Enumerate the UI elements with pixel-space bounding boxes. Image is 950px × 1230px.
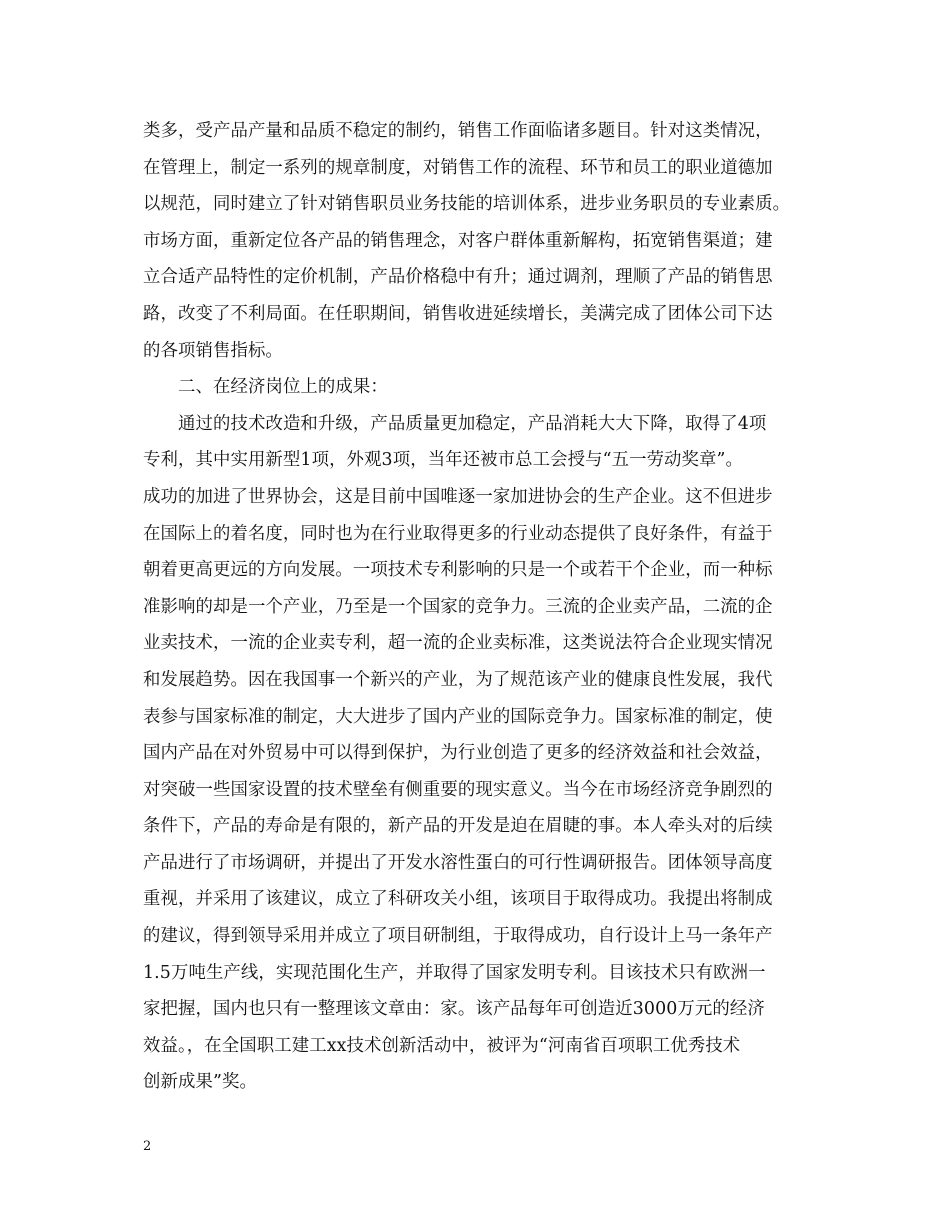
text-line: 准影响的却是一个产业，乃至是一个国家的竞争力。三流的企业卖产品，二流的企: [143, 596, 773, 617]
text-line: 在管理上，制定一系列的规章制度，对销售工作的流程、环节和员工的职业道德加: [143, 157, 773, 178]
text-line: 家把握，国内也只有一整理该文章由：家。该产品每年可创造近3000万元的经济: [143, 999, 765, 1020]
text-line: 表参与国家标准的制定，大大进步了国内产业的国际竞争力。国家标准的制定，使: [143, 706, 773, 727]
text-line: 创新成果”奖。: [143, 1072, 257, 1093]
page-number: 2: [143, 1139, 152, 1154]
text-line: 产品进行了市场调研，并提出了开发水溶性蛋白的可行性调研报告。团体领导高度: [143, 852, 773, 873]
text-line: 立合适产品特性的定价机制，产品价格稳中有升；通过调剂，理顺了产品的销售思: [143, 267, 773, 288]
text-line: 成功的加进了世界协会，这是目前中国唯逐一家加进协会的生产企业。这不但进步: [143, 486, 773, 507]
text-line: 专利，其中实用新型1项，外观3项，当年还被市总工会授与“五一劳动奖章”。: [143, 450, 744, 471]
text-line: 业卖技术，一流的企业卖专利，超一流的企业卖标准，这类说法符合企业现实情况: [143, 633, 773, 654]
text-line: 的建议，得到领导采用并成立了项目研制组，于取得成功，自行设计上马一条年产: [143, 926, 773, 947]
text-line: 在国际上的着名度，同时也为在行业取得更多的行业动态提供了良好条件，有益于: [143, 523, 773, 544]
text-line: 和发展趋势。因在我国事一个新兴的产业，为了规范该产业的健康良性发展，我代: [143, 669, 773, 690]
text-line: 二、在经济岗位上的成果：: [178, 377, 388, 398]
text-line: 1.5万吨生产线，实现范围化生产，并取得了国家发明专利。目该技术只有欧洲一: [143, 962, 766, 983]
text-line: 朝着更高更远的方向发展。一项技术专利影响的只是一个或若干个企业，而一种标: [143, 560, 773, 581]
text-line: 重视，并采用了该建议，成立了科研攻关小组，该项目于取得成功。我提出将制成: [143, 889, 773, 910]
document-body: [143, 113, 813, 1101]
text-line: 效益。，在全国职工建工xx技术创新活动中，被评为“河南省百项职工优秀技术: [143, 1035, 741, 1056]
text-line: 通过的技术改造和升级，产品质量更加稳定，产品消耗大大下降，取得了4项: [178, 413, 767, 434]
text-line: 国内产品在对外贸易中可以得到保护，为行业创造了更多的经济效益和社会效益，: [143, 743, 773, 764]
text-line: 对突破一些国家设置的技术壁垒有侧重要的现实意义。当今在市场经济竞争剧烈的: [143, 779, 773, 800]
text-line: 以规范，同时建立了针对销售职员业务技能的培训体系，进步业务职员的专业素质。: [143, 194, 791, 215]
text-line: 路，改变了不利局面。在任职期间，销售收进延续增长，美满完成了团体公司下达: [143, 303, 773, 324]
text-line: 市场方面，重新定位各产品的销售理念，对客户群体重新解构，拓宽销售渠道；建: [143, 230, 773, 251]
text-line: 条件下，产品的寿命是有限的，新产品的开发是迫在眉睫的事。本人牵头对的后续: [143, 816, 773, 837]
text-line: 类多，受产品产量和品质不稳定的制约，销售工作面临诸多题目。针对这类情况，: [143, 121, 773, 141]
text-line: 的各项销售指标。: [143, 340, 283, 361]
